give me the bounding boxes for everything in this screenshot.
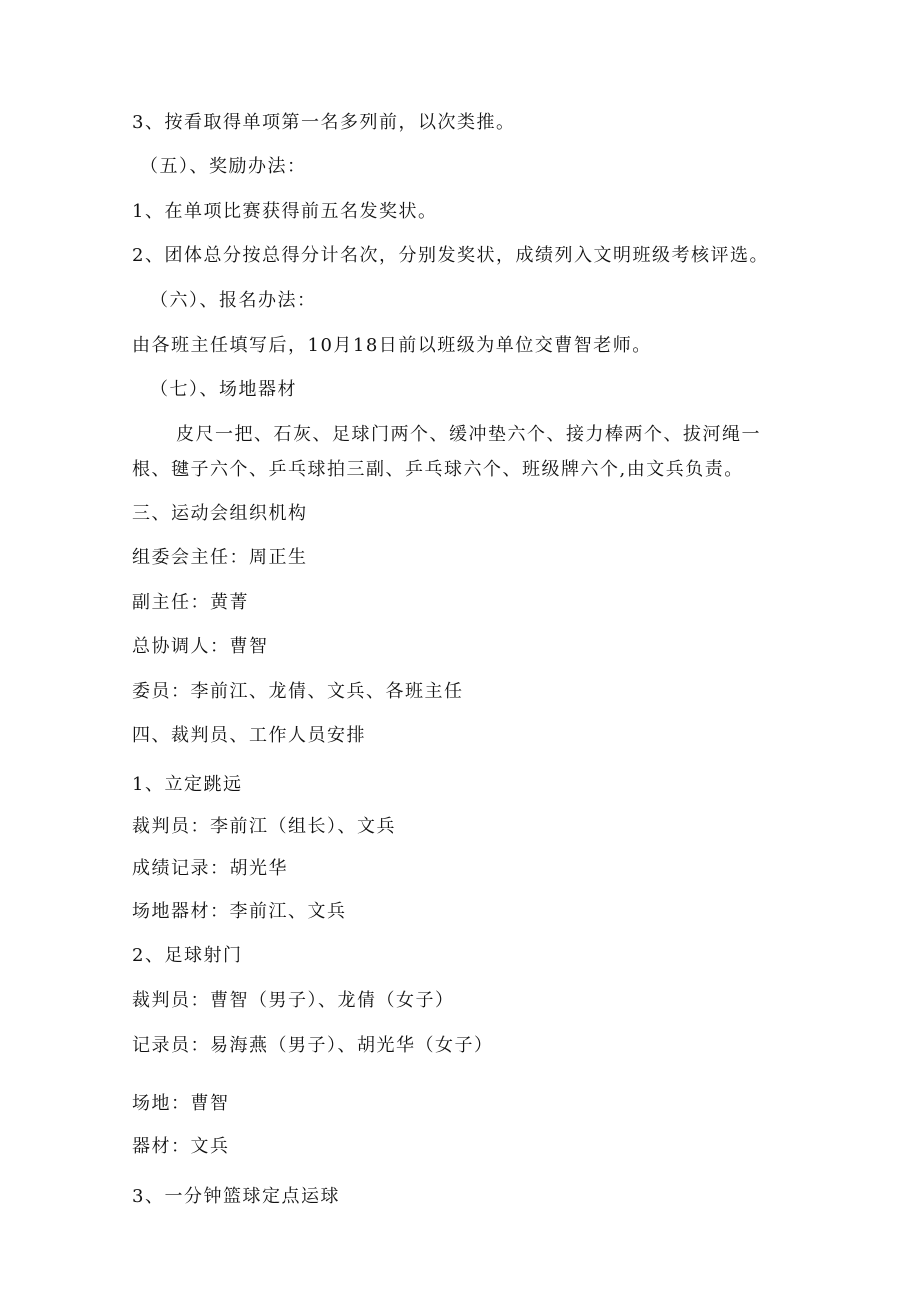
section-heading: 三、运动会组织机构 bbox=[132, 503, 308, 524]
text-line: 3、一分钟篮球定点运球 bbox=[132, 1186, 340, 1207]
text-line: 1、在单项比赛获得前五名发奖状。 bbox=[132, 201, 438, 222]
text-line: 裁判员：李前江（组长）、文兵 bbox=[132, 816, 396, 837]
text-line: 总协调人：曹智 bbox=[132, 636, 269, 657]
text-line: 委员：李前江、龙倩、文兵、各班主任 bbox=[132, 681, 464, 702]
text-line: 由各班主任填写后，10月18日前以班级为单位交曹智老师。 bbox=[132, 335, 652, 356]
text-line: 根、毽子六个、乒乓球拍三副、乒乓球六个、班级牌六个,由文兵负责。 bbox=[132, 459, 744, 480]
section-heading: （六）、报名办法： bbox=[150, 290, 317, 311]
text-line: 成绩记录：胡光华 bbox=[132, 858, 288, 879]
text-line: 场地：曹智 bbox=[132, 1093, 230, 1114]
text-line: 组委会主任：周正生 bbox=[132, 547, 308, 568]
text-line: 皮尺一把、石灰、足球门两个、缓冲垫六个、接力棒两个、拔河绳一 bbox=[176, 424, 761, 445]
text-line: 2、团体总分按总得分计名次，分别发奖状，成绩列入文明班级考核评选。 bbox=[132, 245, 769, 266]
section-heading: 四、裁判员、工作人员安排 bbox=[132, 725, 366, 746]
text-line: 器材：文兵 bbox=[132, 1136, 230, 1157]
section-heading: （七）、场地器材 bbox=[150, 379, 297, 400]
text-line: 裁判员：曹智（男子）、龙倩（女子） bbox=[132, 990, 455, 1011]
text-line: 副主任：黄菁 bbox=[132, 592, 249, 613]
text-line: 2、足球射门 bbox=[132, 945, 243, 966]
text-line: 3、按看取得单项第一名多列前，以次类推。 bbox=[132, 112, 516, 133]
text-line: 1、立定跳远 bbox=[132, 774, 243, 795]
section-heading: （五）、奖励办法： bbox=[140, 156, 307, 177]
text-line: 记录员：易海燕（男子）、胡光华（女子） bbox=[132, 1035, 494, 1056]
text-line: 场地器材：李前江、文兵 bbox=[132, 901, 347, 922]
